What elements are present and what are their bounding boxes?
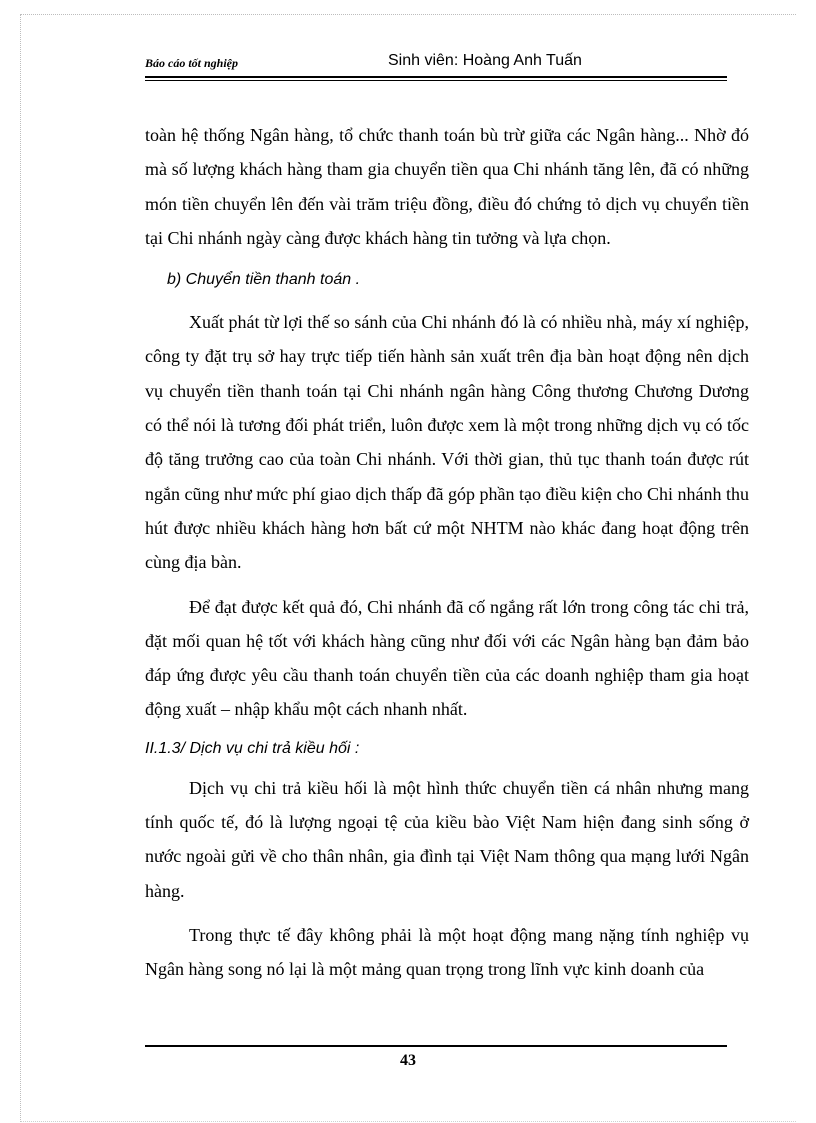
header-student-name: Sinh viên: Hoàng Anh Tuấn <box>388 52 582 69</box>
page-header <box>145 52 727 78</box>
paragraph-3: Để đạt được kết quả đó, Chi nhánh đã cố ngắng rất lớn trong công tác chi trả, đặt mối quan hệ tốt với khách hàng cũng như đối với các Ngân hàng bạn đảm bảo đáp ứng được yêu cầu thanh toán chuyển tiền của các doanh nghiệp tham gia hoạt động xuất – nhập khẩu một cách nhanh nhất. <box>145 596 749 720</box>
page-number: 43 <box>400 1052 416 1069</box>
page-content <box>145 118 749 987</box>
header-rule <box>145 76 727 81</box>
subheading-transfer-payment: b) Chuyển tiền thanh toán . <box>167 271 361 289</box>
paragraph-gap <box>145 908 749 918</box>
paragraph-4: Dịch vụ chi trả kiều hối là một hình thức chuyển tiền cá nhân nhưng mang tính quốc tế, đó là lượng ngoại tệ của kiều bào Việt Nam hiện đang sinh sống ở nước ngoài gửi về cho thân nhân, gia đình tại Việt Nam thông qua mạng lưới Ngân hàng. <box>145 777 749 901</box>
paragraph-5: Trong thực tế đây không phải là một hoạt động mang nặng tính nghiệp vụ Ngân hàng song nó lại là một mảng quan trọng trong lĩnh vực kinh doanh của <box>145 924 749 980</box>
paragraph-2: Xuất phát từ lợi thế so sánh của Chi nhánh đó là có nhiều nhà, máy xí nghiệp, công ty đặt trụ sở hay trực tiếp tiến hành sản xuất trên địa bàn hoạt động nên dịch vụ chuyển tiền thanh toán tại Chi nhánh ngân hàng Công thương Chương Dương có thể nói là tương đối phát triển, luôn được xem là một trong những dịch vụ có tốc độ tăng trưởng cao của toàn Chi nhánh. Với thời gian, thủ tục thanh toán được rút ngắn cũng như mức phí giao dịch thấp đã góp phần tạo điều kiện cho Chi nhánh thu hút được nhiều khách hàng hơn bất cứ một NHTM nào khác đang hoạt động trên cùng địa bàn. <box>145 312 749 573</box>
section-heading-remittance: II.1.3/ Dịch vụ chi trả kiều hối : <box>145 739 360 757</box>
footer-rule <box>145 1045 727 1047</box>
header-report-title: Báo cáo tốt nghiệp <box>145 56 239 70</box>
paragraph-gap <box>145 580 749 590</box>
paragraph-1: toàn hệ thống Ngân hàng, tổ chức thanh toán bù trừ giữa các Ngân hàng... Nhờ đó mà số lượng khách hàng tham gia chuyển tiền qua Chi nhánh tăng lên, đã có những món tiền chuyển lên đến vài trăm triệu đồng, điều đó chứng tỏ dịch vụ chuyển tiền tại Chi nhánh ngày càng được khách hàng tin tưởng và lựa chọn. <box>145 125 749 248</box>
